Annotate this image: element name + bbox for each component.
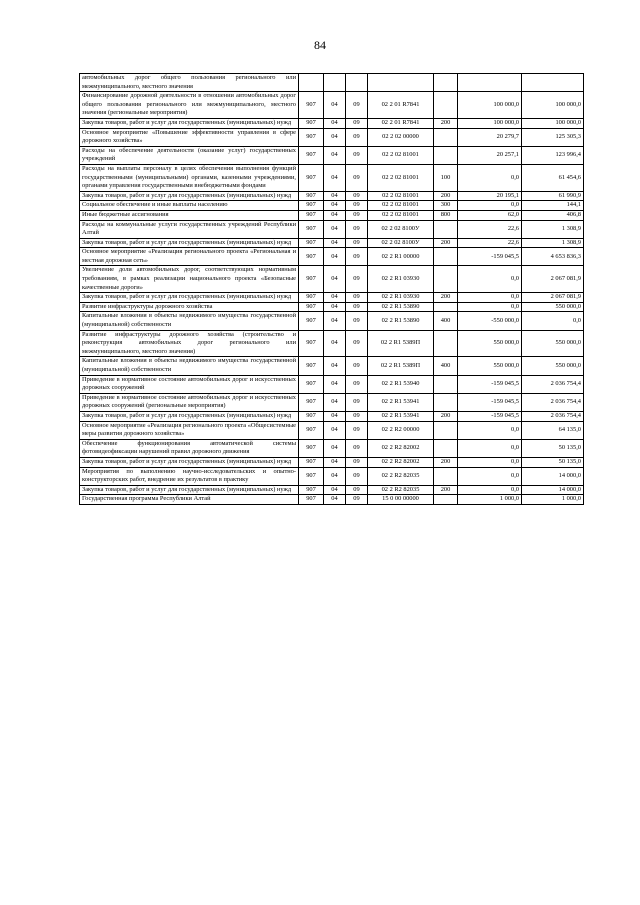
row-vr-cell bbox=[434, 92, 458, 119]
row-cs-cell: 02 2 02 00000 bbox=[368, 128, 434, 146]
row-name-cell: Мероприятия по выполнению научно-исследовательских и опытно-конструкторских работ, внедрение их результатов в практику bbox=[80, 467, 299, 485]
row-pr-cell: 09 bbox=[346, 439, 368, 457]
row-pr-cell: 09 bbox=[346, 220, 368, 238]
row-pr-cell: 09 bbox=[346, 92, 368, 119]
row-rz-cell: 04 bbox=[324, 220, 346, 238]
row-sum2-cell: 406,8 bbox=[522, 210, 584, 220]
row-cs-cell: 02 2 01 R7841 bbox=[368, 92, 434, 119]
table-row bbox=[80, 485, 584, 495]
table-row bbox=[80, 118, 584, 128]
row-name-cell: Развитие инфраструктуры дорожного хозяйства bbox=[80, 302, 299, 312]
table-row bbox=[80, 266, 584, 293]
row-rz-cell: 04 bbox=[324, 146, 346, 164]
row-cs-cell: 02 2 R1 53940 bbox=[368, 375, 434, 393]
row-vr-cell: 200 bbox=[434, 411, 458, 421]
table-row bbox=[80, 293, 584, 303]
row-gr-cell: 907 bbox=[299, 375, 324, 393]
row-gr-cell: 907 bbox=[299, 146, 324, 164]
row-name-cell: Основное мероприятие «Реализация регионального проекта «Общесистемные меры развития дорожного хозяйства» bbox=[80, 421, 299, 439]
row-sum2-cell: 550 000,0 bbox=[522, 330, 584, 357]
row-sum1-cell: 0,0 bbox=[458, 485, 522, 495]
row-pr-cell: 09 bbox=[346, 302, 368, 312]
row-name-cell: Капитальные вложения в объекты недвижимого имущества государственной (муниципальной) собственности bbox=[80, 312, 299, 330]
row-vr-cell bbox=[434, 146, 458, 164]
row-sum2-cell: 144,1 bbox=[522, 201, 584, 211]
row-sum2-cell: 100 000,0 bbox=[522, 92, 584, 119]
row-gr-cell: 907 bbox=[299, 164, 324, 191]
row-rz-cell: 04 bbox=[324, 164, 346, 191]
row-name-cell: Основное мероприятие «Повышение эффективности управления в сфере дорожного хозяйства» bbox=[80, 128, 299, 146]
row-sum1-cell: -550 000,0 bbox=[458, 312, 522, 330]
row-gr-cell: 907 bbox=[299, 393, 324, 411]
budget-table-body bbox=[80, 74, 584, 505]
row-gr-cell: 907 bbox=[299, 457, 324, 467]
row-rz-cell: 04 bbox=[324, 210, 346, 220]
row-rz-cell: 04 bbox=[324, 248, 346, 266]
row-rz-cell: 04 bbox=[324, 302, 346, 312]
row-sum1-cell: 0,0 bbox=[458, 293, 522, 303]
table-row bbox=[80, 439, 584, 457]
row-pr-cell: 09 bbox=[346, 191, 368, 201]
row-cs-cell: 02 2 R1 03930 bbox=[368, 266, 434, 293]
row-rz-cell: 04 bbox=[324, 118, 346, 128]
row-name-cell: Государственная программа Республики Алтай bbox=[80, 495, 299, 505]
row-rz-cell: 04 bbox=[324, 266, 346, 293]
row-gr-cell: 907 bbox=[299, 191, 324, 201]
row-sum2-cell bbox=[522, 74, 584, 92]
row-sum2-cell: 14 000,0 bbox=[522, 467, 584, 485]
row-name-cell: Расходы на коммунальные услуги государственных учреждений Республики Алтай bbox=[80, 220, 299, 238]
row-sum2-cell: 125 305,3 bbox=[522, 128, 584, 146]
row-gr-cell bbox=[299, 74, 324, 92]
row-vr-cell bbox=[434, 375, 458, 393]
table-row bbox=[80, 201, 584, 211]
table-row bbox=[80, 191, 584, 201]
row-pr-cell: 09 bbox=[346, 312, 368, 330]
row-cs-cell: 02 2 02 81001 bbox=[368, 201, 434, 211]
row-name-cell: Закупка товаров, работ и услуг для государственных (муниципальных) нужд bbox=[80, 485, 299, 495]
table-row bbox=[80, 164, 584, 191]
row-cs-cell: 02 2 R2 82035 bbox=[368, 485, 434, 495]
row-gr-cell: 907 bbox=[299, 201, 324, 211]
table-row bbox=[80, 495, 584, 505]
row-cs-cell: 02 2 02 8100У bbox=[368, 220, 434, 238]
row-pr-cell: 09 bbox=[346, 128, 368, 146]
row-cs-cell: 02 2 R1 53941 bbox=[368, 411, 434, 421]
table-row bbox=[80, 238, 584, 248]
row-sum1-cell: -159 045,5 bbox=[458, 248, 522, 266]
row-pr-cell: 09 bbox=[346, 495, 368, 505]
row-pr-cell bbox=[346, 74, 368, 92]
row-pr-cell: 09 bbox=[346, 293, 368, 303]
row-sum1-cell: 550 000,0 bbox=[458, 330, 522, 357]
row-cs-cell: 15 0 00 00000 bbox=[368, 495, 434, 505]
row-sum1-cell: -159 045,5 bbox=[458, 393, 522, 411]
row-vr-cell bbox=[434, 467, 458, 485]
row-sum2-cell: 2 067 081,9 bbox=[522, 266, 584, 293]
table-row bbox=[80, 128, 584, 146]
row-vr-cell: 400 bbox=[434, 357, 458, 375]
row-gr-cell: 907 bbox=[299, 248, 324, 266]
row-sum2-cell: 2 036 754,4 bbox=[522, 411, 584, 421]
row-rz-cell: 04 bbox=[324, 92, 346, 119]
row-rz-cell: 04 bbox=[324, 201, 346, 211]
row-vr-cell bbox=[434, 439, 458, 457]
row-gr-cell: 907 bbox=[299, 312, 324, 330]
row-pr-cell: 09 bbox=[346, 164, 368, 191]
row-rz-cell: 04 bbox=[324, 457, 346, 467]
row-pr-cell: 09 bbox=[346, 457, 368, 467]
row-sum2-cell: 2 067 081,9 bbox=[522, 293, 584, 303]
table-row bbox=[80, 74, 584, 92]
row-pr-cell: 09 bbox=[346, 118, 368, 128]
row-pr-cell: 09 bbox=[346, 238, 368, 248]
row-gr-cell: 907 bbox=[299, 411, 324, 421]
row-sum1-cell: 22,6 bbox=[458, 220, 522, 238]
table-row bbox=[80, 302, 584, 312]
row-name-cell: Расходы на выплаты персоналу в целях обеспечения выполнения функций государственными (муниципальными) органами, казенными учреждениями, органами управления государственными внебюджетными фондами bbox=[80, 164, 299, 191]
row-rz-cell: 04 bbox=[324, 485, 346, 495]
row-cs-cell: 02 2 R2 82002 bbox=[368, 439, 434, 457]
row-sum2-cell: 50 135,0 bbox=[522, 439, 584, 457]
row-pr-cell: 09 bbox=[346, 393, 368, 411]
table-row bbox=[80, 312, 584, 330]
row-sum1-cell: 20 279,7 bbox=[458, 128, 522, 146]
row-gr-cell: 907 bbox=[299, 128, 324, 146]
row-rz-cell: 04 bbox=[324, 293, 346, 303]
row-sum2-cell: 61 990,9 bbox=[522, 191, 584, 201]
row-vr-cell: 200 bbox=[434, 485, 458, 495]
table-row bbox=[80, 330, 584, 357]
row-vr-cell bbox=[434, 330, 458, 357]
row-name-cell: Приведение в нормативное состояние автомобильных дорог и искусственных дорожных сооружений (региональные мероприятия) bbox=[80, 393, 299, 411]
budget-table bbox=[79, 73, 584, 505]
row-name-cell: Капитальные вложения в объекты недвижимого имущества государственной (муниципальной) собственности bbox=[80, 357, 299, 375]
row-cs-cell: 02 2 01 R7841 bbox=[368, 118, 434, 128]
row-rz-cell: 04 bbox=[324, 467, 346, 485]
row-gr-cell: 907 bbox=[299, 485, 324, 495]
row-pr-cell: 09 bbox=[346, 467, 368, 485]
row-sum1-cell: 22,6 bbox=[458, 238, 522, 248]
row-rz-cell: 04 bbox=[324, 238, 346, 248]
row-cs-cell: 02 2 02 81001 bbox=[368, 164, 434, 191]
row-cs-cell: 02 2 R1 00000 bbox=[368, 248, 434, 266]
row-sum2-cell: 0,0 bbox=[522, 312, 584, 330]
row-vr-cell: 400 bbox=[434, 312, 458, 330]
row-sum1-cell: 0,0 bbox=[458, 457, 522, 467]
row-rz-cell: 04 bbox=[324, 357, 346, 375]
table-row bbox=[80, 375, 584, 393]
row-rz-cell: 04 bbox=[324, 439, 346, 457]
row-sum1-cell: 100 000,0 bbox=[458, 92, 522, 119]
row-sum1-cell: 0,0 bbox=[458, 302, 522, 312]
row-cs-cell: 02 2 R1 5389П bbox=[368, 357, 434, 375]
row-pr-cell: 09 bbox=[346, 485, 368, 495]
row-sum1-cell bbox=[458, 74, 522, 92]
row-gr-cell: 907 bbox=[299, 467, 324, 485]
row-gr-cell: 907 bbox=[299, 330, 324, 357]
table-row bbox=[80, 220, 584, 238]
row-vr-cell: 800 bbox=[434, 210, 458, 220]
row-gr-cell: 907 bbox=[299, 357, 324, 375]
table-row bbox=[80, 467, 584, 485]
row-cs-cell: 02 2 R2 82002 bbox=[368, 457, 434, 467]
row-cs-cell: 02 2 02 8100У bbox=[368, 238, 434, 248]
row-name-cell: Увеличение доли автомобильных дорог, соответствующих нормативным требованиям, в рамках реализации национального проекта «Безопасные качественные дороги» bbox=[80, 266, 299, 293]
row-vr-cell: 200 bbox=[434, 457, 458, 467]
row-cs-cell bbox=[368, 74, 434, 92]
row-sum1-cell: 0,0 bbox=[458, 421, 522, 439]
row-sum1-cell: 20 195,1 bbox=[458, 191, 522, 201]
row-sum1-cell: 1 000,0 bbox=[458, 495, 522, 505]
row-vr-cell: 200 bbox=[434, 191, 458, 201]
row-name-cell: Финансирование дорожной деятельности в отношении автомобильных дорог общего пользования регионального или межмуниципального, местного значения (региональные мероприятия) bbox=[80, 92, 299, 119]
table-row bbox=[80, 421, 584, 439]
row-sum1-cell: 0,0 bbox=[458, 467, 522, 485]
row-name-cell: Закупка товаров, работ и услуг для государственных (муниципальных) нужд bbox=[80, 411, 299, 421]
row-gr-cell: 907 bbox=[299, 293, 324, 303]
row-name-cell: Закупка товаров, работ и услуг для государственных (муниципальных) нужд bbox=[80, 293, 299, 303]
table-row bbox=[80, 146, 584, 164]
row-gr-cell: 907 bbox=[299, 210, 324, 220]
row-vr-cell bbox=[434, 248, 458, 266]
row-rz-cell: 04 bbox=[324, 312, 346, 330]
row-sum2-cell: 550 000,0 bbox=[522, 302, 584, 312]
row-gr-cell: 907 bbox=[299, 92, 324, 119]
row-sum2-cell: 100 000,0 bbox=[522, 118, 584, 128]
row-vr-cell: 100 bbox=[434, 164, 458, 191]
row-cs-cell: 02 2 R2 82035 bbox=[368, 467, 434, 485]
row-sum2-cell: 1 308,9 bbox=[522, 220, 584, 238]
row-name-cell: автомобильных дорог общего пользования регионального или межмуниципального, местного значения bbox=[80, 74, 299, 92]
table-row bbox=[80, 457, 584, 467]
row-sum1-cell: 0,0 bbox=[458, 266, 522, 293]
row-sum1-cell: -159 045,5 bbox=[458, 411, 522, 421]
row-gr-cell: 907 bbox=[299, 238, 324, 248]
row-pr-cell: 09 bbox=[346, 411, 368, 421]
row-sum2-cell: 50 135,0 bbox=[522, 457, 584, 467]
table-row bbox=[80, 411, 584, 421]
row-sum1-cell: 0,0 bbox=[458, 439, 522, 457]
row-name-cell: Приведение в нормативное состояние автомобильных дорог и искусственных дорожных сооружений bbox=[80, 375, 299, 393]
row-pr-cell: 09 bbox=[346, 357, 368, 375]
row-name-cell: Закупка товаров, работ и услуг для государственных (муниципальных) нужд bbox=[80, 457, 299, 467]
row-rz-cell: 04 bbox=[324, 330, 346, 357]
row-sum2-cell: 123 996,4 bbox=[522, 146, 584, 164]
row-vr-cell: 200 bbox=[434, 293, 458, 303]
row-rz-cell: 04 bbox=[324, 375, 346, 393]
row-gr-cell: 907 bbox=[299, 421, 324, 439]
table-row bbox=[80, 393, 584, 411]
row-gr-cell: 907 bbox=[299, 220, 324, 238]
row-sum2-cell: 64 135,0 bbox=[522, 421, 584, 439]
row-pr-cell: 09 bbox=[346, 210, 368, 220]
row-name-cell: Иные бюджетные ассигнования bbox=[80, 210, 299, 220]
row-pr-cell: 09 bbox=[346, 248, 368, 266]
row-name-cell: Основное мероприятие «Реализация регионального проекта «Региональная и местная дорожная сеть» bbox=[80, 248, 299, 266]
row-sum2-cell: 1 000,0 bbox=[522, 495, 584, 505]
row-sum2-cell: 61 454,6 bbox=[522, 164, 584, 191]
row-pr-cell: 09 bbox=[346, 146, 368, 164]
row-rz-cell: 04 bbox=[324, 191, 346, 201]
row-gr-cell: 907 bbox=[299, 266, 324, 293]
row-vr-cell bbox=[434, 393, 458, 411]
row-sum2-cell: 2 036 754,4 bbox=[522, 375, 584, 393]
row-cs-cell: 02 2 02 81001 bbox=[368, 210, 434, 220]
row-vr-cell: 200 bbox=[434, 238, 458, 248]
row-sum2-cell: 1 308,9 bbox=[522, 238, 584, 248]
row-pr-cell: 09 bbox=[346, 266, 368, 293]
row-sum2-cell: 2 036 754,4 bbox=[522, 393, 584, 411]
row-vr-cell bbox=[434, 220, 458, 238]
row-sum1-cell: 0,0 bbox=[458, 164, 522, 191]
row-sum2-cell: 14 000,0 bbox=[522, 485, 584, 495]
row-rz-cell: 04 bbox=[324, 495, 346, 505]
row-sum1-cell: -159 045,5 bbox=[458, 375, 522, 393]
row-cs-cell: 02 2 R1 53890 bbox=[368, 302, 434, 312]
row-name-cell: Закупка товаров, работ и услуг для государственных (муниципальных) нужд bbox=[80, 118, 299, 128]
row-pr-cell: 09 bbox=[346, 375, 368, 393]
row-vr-cell bbox=[434, 302, 458, 312]
row-sum1-cell: 20 257,1 bbox=[458, 146, 522, 164]
row-rz-cell: 04 bbox=[324, 421, 346, 439]
row-cs-cell: 02 2 R1 5389П bbox=[368, 330, 434, 357]
row-rz-cell: 04 bbox=[324, 128, 346, 146]
page-number: 84 bbox=[314, 38, 326, 52]
row-cs-cell: 02 2 02 81001 bbox=[368, 146, 434, 164]
row-sum1-cell: 62,0 bbox=[458, 210, 522, 220]
row-cs-cell: 02 2 R1 03930 bbox=[368, 293, 434, 303]
table-row bbox=[80, 92, 584, 119]
table-row bbox=[80, 357, 584, 375]
row-vr-cell bbox=[434, 495, 458, 505]
row-sum1-cell: 100 000,0 bbox=[458, 118, 522, 128]
row-name-cell: Закупка товаров, работ и услуг для государственных (муниципальных) нужд bbox=[80, 191, 299, 201]
row-vr-cell: 300 bbox=[434, 201, 458, 211]
row-gr-cell: 907 bbox=[299, 118, 324, 128]
table-row bbox=[80, 210, 584, 220]
row-name-cell: Обеспечение функционирования автоматической системы фотовидеофиксации нарушений правил дорожного движения bbox=[80, 439, 299, 457]
row-cs-cell: 02 2 02 81001 bbox=[368, 191, 434, 201]
row-name-cell: Социальное обеспечение и иные выплаты населению bbox=[80, 201, 299, 211]
row-rz-cell bbox=[324, 74, 346, 92]
row-sum2-cell: 550 000,0 bbox=[522, 357, 584, 375]
row-sum1-cell: 550 000,0 bbox=[458, 357, 522, 375]
row-vr-cell bbox=[434, 74, 458, 92]
row-cs-cell: 02 2 R1 53890 bbox=[368, 312, 434, 330]
row-pr-cell: 09 bbox=[346, 330, 368, 357]
row-vr-cell bbox=[434, 128, 458, 146]
row-cs-cell: 02 2 R2 00000 bbox=[368, 421, 434, 439]
row-vr-cell bbox=[434, 421, 458, 439]
row-vr-cell: 200 bbox=[434, 118, 458, 128]
row-gr-cell: 907 bbox=[299, 495, 324, 505]
row-gr-cell: 907 bbox=[299, 439, 324, 457]
row-sum2-cell: 4 653 836,3 bbox=[522, 248, 584, 266]
row-name-cell: Расходы на обеспечение деятельности (оказание услуг) государственных учреждений bbox=[80, 146, 299, 164]
row-gr-cell: 907 bbox=[299, 302, 324, 312]
row-cs-cell: 02 2 R1 53941 bbox=[368, 393, 434, 411]
row-rz-cell: 04 bbox=[324, 393, 346, 411]
row-pr-cell: 09 bbox=[346, 421, 368, 439]
row-pr-cell: 09 bbox=[346, 201, 368, 211]
row-rz-cell: 04 bbox=[324, 411, 346, 421]
row-name-cell: Развитие инфраструктуры дорожного хозяйства (строительство и реконструкция автомобильных дорог регионального или межмуниципального, местного значения) bbox=[80, 330, 299, 357]
row-name-cell: Закупка товаров, работ и услуг для государственных (муниципальных) нужд bbox=[80, 238, 299, 248]
table-row bbox=[80, 248, 584, 266]
row-sum1-cell: 0,0 bbox=[458, 201, 522, 211]
row-vr-cell bbox=[434, 266, 458, 293]
